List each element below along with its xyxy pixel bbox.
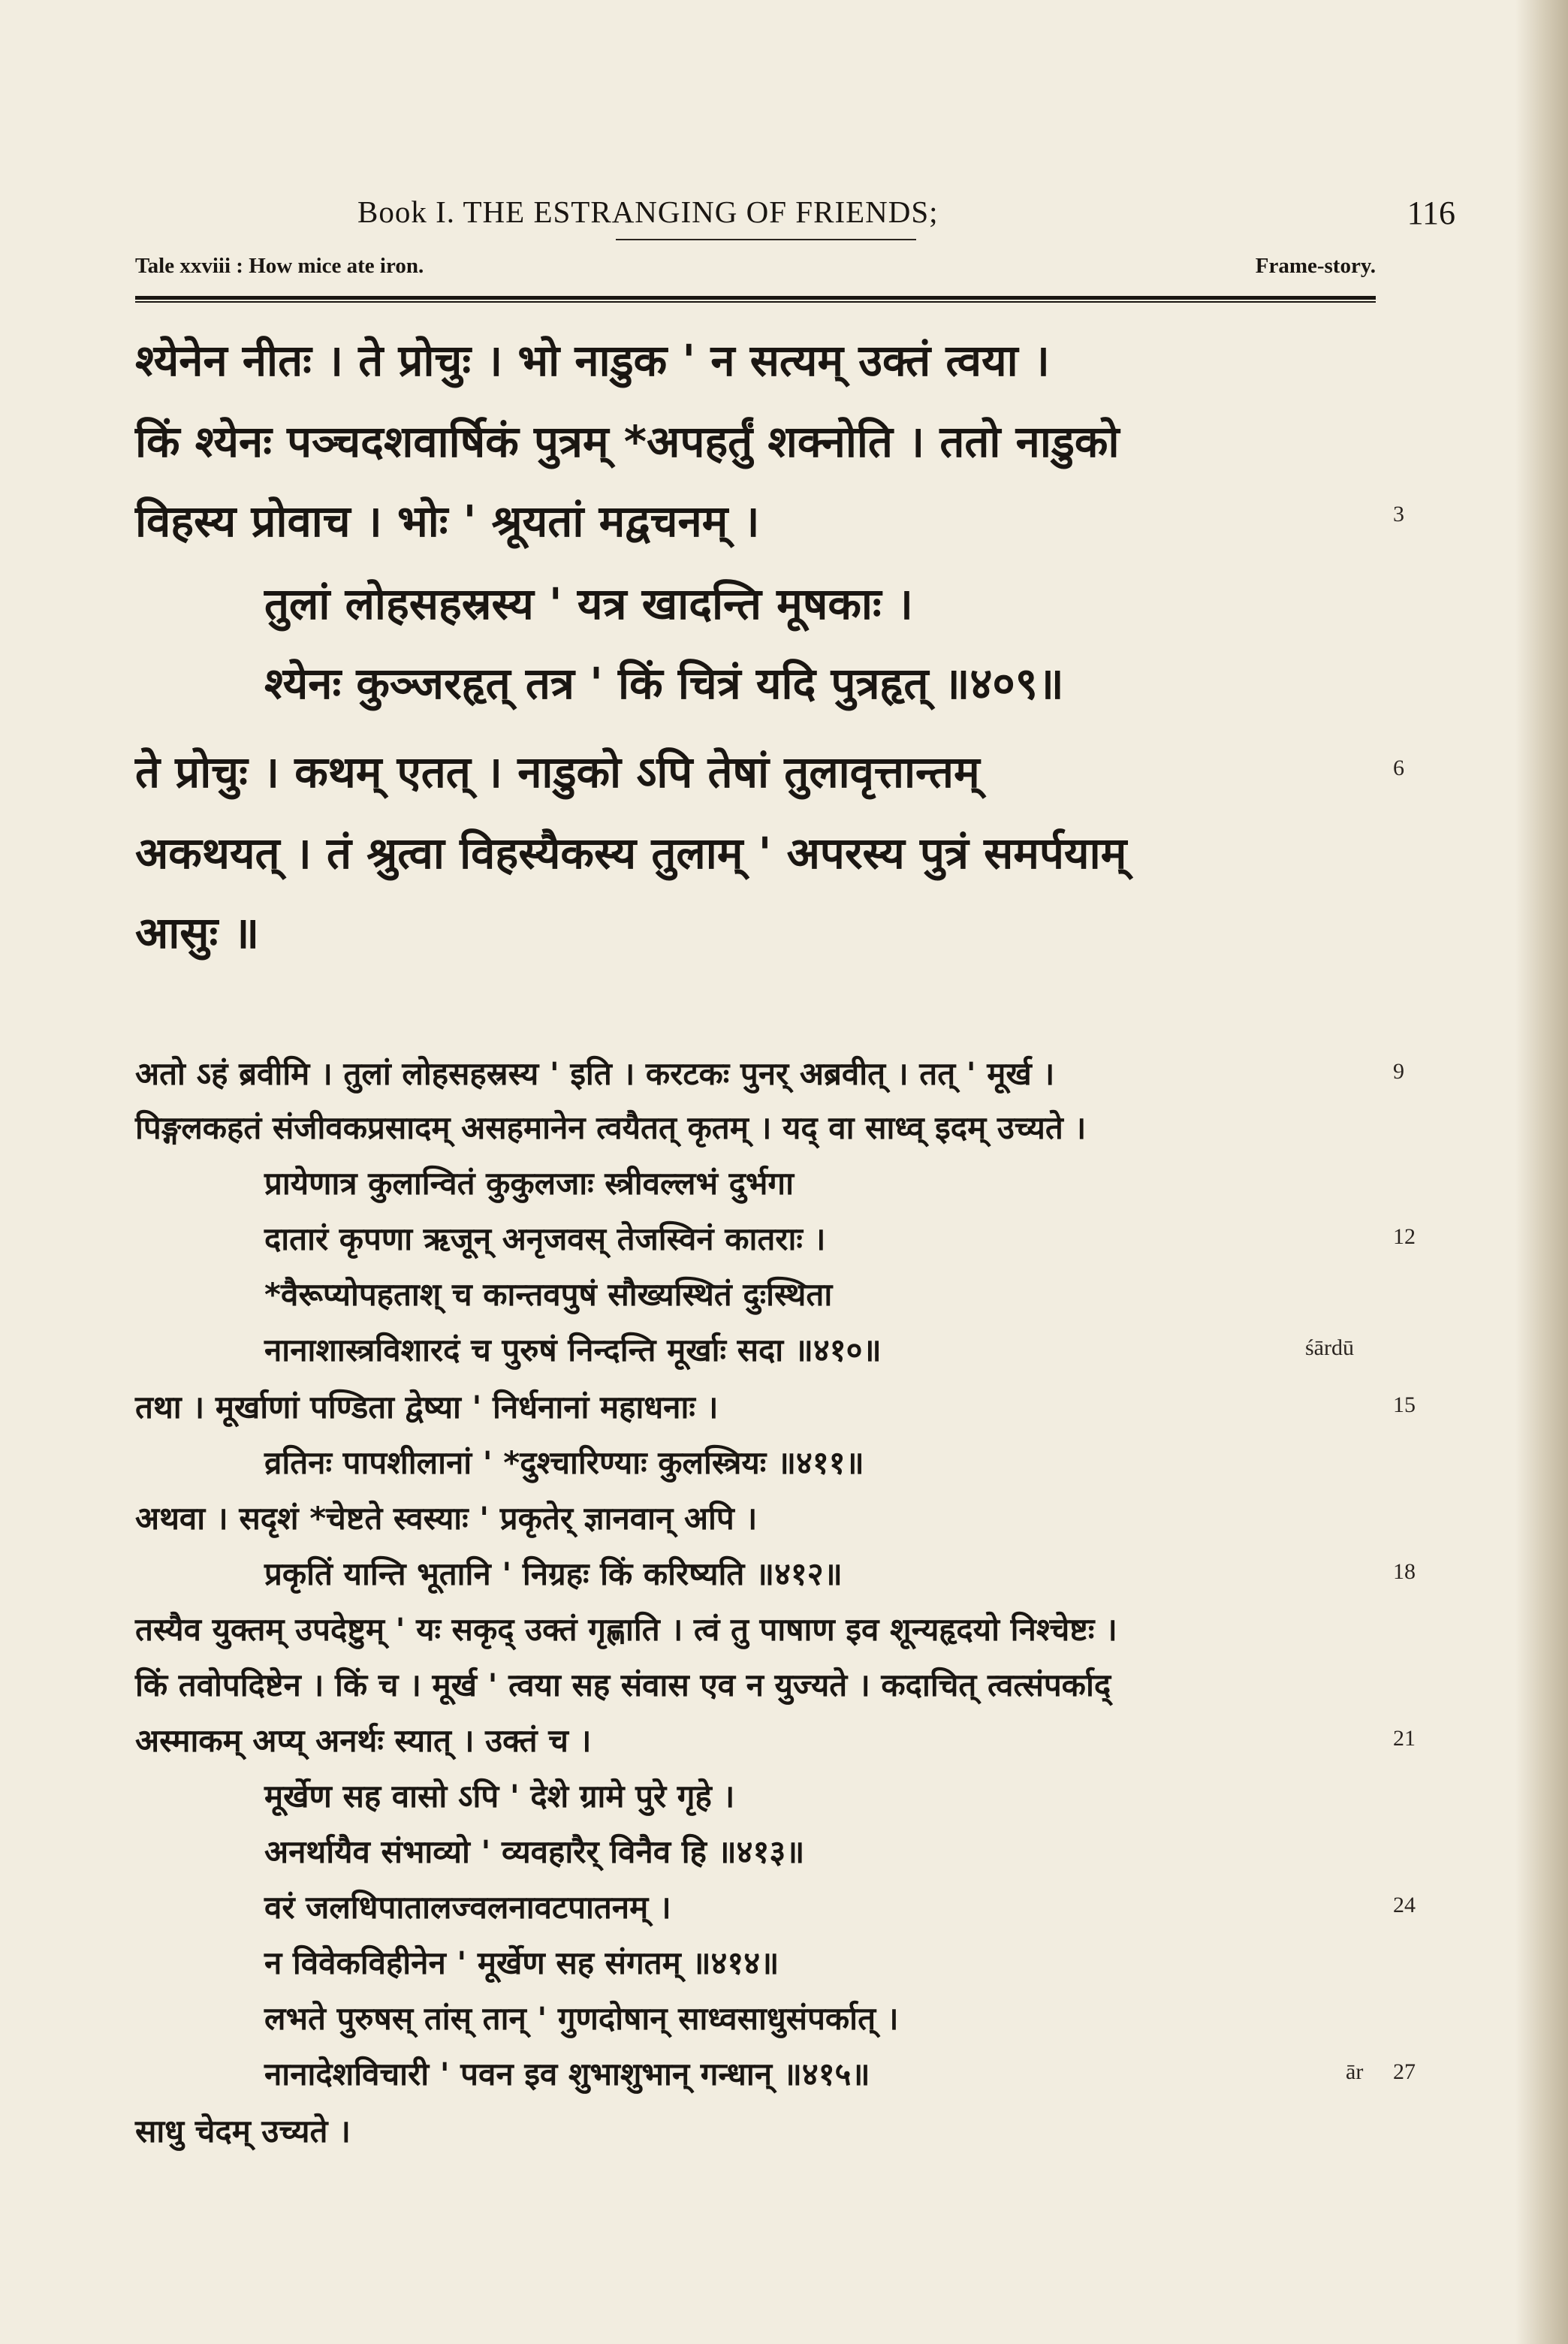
- line-number: 21: [1393, 1726, 1416, 1751]
- verse-line: श्येनः कुञ्जरहृत् तत्र ' किं चित्रं यदि पुत्रहृत् ॥४०९॥: [264, 658, 1064, 709]
- verse-line: न विवेकविहीनेन ' मूर्खेण सह संगतम् ॥४१४॥: [264, 1944, 779, 1981]
- verse-line: नानादेशविचारी ' पवन इव शुभाशुभान् गन्धान् ॥४१५॥: [264, 2056, 870, 2092]
- verse-line: प्रकृतिं यान्ति भूतानि ' निग्रहः किं करिष्यति ॥४१२॥: [264, 1555, 843, 1592]
- line-number: 6: [1393, 756, 1404, 780]
- line-number: 12: [1393, 1224, 1416, 1249]
- page-number: 116: [1407, 195, 1455, 231]
- line-number: 15: [1393, 1392, 1416, 1417]
- prose-line: पिङ्गलकहतं संजीवकप्रसादम् असहमानेन त्वयैतत् कृतम् । यद् वा साध्व् इदम् उच्यते ।: [135, 1109, 1087, 1146]
- meter-note: śārdū: [1305, 1335, 1354, 1360]
- verse-line: दातारं कृपणा ऋजून् अनृजवस् तेजस्विनं कातराः ।: [264, 1220, 826, 1257]
- verse-line: वरं जलधिपातालज्वलनावटपातनम् ।: [264, 1889, 671, 1926]
- header-rule: [135, 296, 1376, 303]
- line-number: 24: [1393, 1893, 1416, 1917]
- line-number: 3: [1393, 502, 1404, 526]
- prose-line: तस्यैव युक्तम् उपदेष्टुम् ' यः सकृद् उक्तं गृह्णाति । त्वं तु पाषाण इव शून्यहृदयो निश्चेष्टः ।: [135, 1611, 1117, 1648]
- subheading: [135, 254, 1376, 284]
- verse-line: नानाशास्त्रविशारदं च पुरुषं निन्दन्ति मूर्खाः सदा ॥४१०॥: [264, 1332, 882, 1368]
- tale-title: Tale xxviii : How mice ate iron.: [135, 254, 424, 278]
- prose-line: किं श्येनः पञ्चदशवार्षिकं पुत्रम् *अपहर्तुं शक्नोति । ततो नाडुको: [135, 416, 1120, 467]
- prose-line: विहस्य प्रोवाच । भोः ' श्रूयतां मद्वचनम् ।: [135, 496, 760, 547]
- prose-line: ते प्रोचुः । कथम् एतत् । नाडुको ऽपि तेषां तुलावृत्तान्तम्: [135, 747, 980, 798]
- prose-line: अथवा । सदृशं *चेष्टते स्वस्याः ' प्रकृतेर् ज्ञानवान् अपि ।: [135, 1500, 758, 1537]
- verse-line: प्रायेणात्र कुलान्वितं कुकुलजाः स्त्रीवल्लभं दुर्भगा: [264, 1165, 794, 1202]
- running-head: [135, 194, 1464, 239]
- prose-line: अस्माकम् अप्य् अनर्थः स्यात् । उक्तं च ।: [135, 1722, 592, 1759]
- section-label: Frame-story.: [1255, 254, 1376, 278]
- title-underline: [616, 239, 916, 240]
- line-number: 9: [1393, 1059, 1404, 1084]
- prose-line: अतो ऽहं ब्रवीमि । तुलां लोहसहस्रस्य ' इति । करटकः पुनर् अब्रवीत् । तत् ' मूर्ख ।: [135, 1055, 1055, 1092]
- meter-note: ār: [1346, 2059, 1364, 2084]
- verse-line: मूर्खेण सह वासो ऽपि ' देशे ग्रामे पुरे गृहे ।: [264, 1778, 735, 1815]
- prose-line: श्येनेन नीतः । ते प्रोचुः । भो नाडुक ' न सत्यम् उक्तं त्वया ।: [135, 335, 1050, 386]
- prose-line: तथा । मूर्खाणां पण्डिता द्वेष्या ' निर्धनानां महाधनाः ।: [135, 1389, 719, 1425]
- book-title: Book I. THE ESTRANGING OF FRIENDS;: [357, 195, 939, 229]
- page-edge: [1515, 0, 1568, 2344]
- prose-line: साधु चेदम् उच्यते ।: [135, 2113, 351, 2149]
- prose-line: आसुः ॥: [135, 907, 260, 958]
- line-number: 18: [1393, 1559, 1416, 1584]
- verse-line: तुलां लोहसहस्रस्य ' यत्र खादन्ति मूषकाः ।: [264, 578, 913, 629]
- line-number: 27: [1393, 2059, 1416, 2084]
- verse-line: व्रतिनः पापशीलानां ' *दुश्चारिण्याः कुलस्त्रियः ॥४११॥: [264, 1444, 864, 1481]
- verse-line: अनर्थायैव संभाव्यो ' व्यवहारैर् विनैव हि ॥४१३॥: [264, 1833, 805, 1870]
- prose-line: किं तवोपदिष्टेन । किं च । मूर्ख ' त्वया सह संवास एव न युज्यते । कदाचित् त्वत्संपर्काद्: [135, 1667, 1111, 1703]
- prose-line: अकथयत् । तं श्रुत्वा विहस्यैकस्य तुलाम् ' अपरस्य पुत्रं समर्पयाम्: [135, 828, 1127, 879]
- verse-line: *वैरूप्योपहताश् च कान्तवपुषं सौख्यस्थितं दुःस्थिता: [264, 1276, 833, 1313]
- verse-line: लभते पुरुषस् तांस् तान् ' गुणदोषान् साध्वसाधुसंपर्कात् ।: [264, 2000, 899, 2037]
